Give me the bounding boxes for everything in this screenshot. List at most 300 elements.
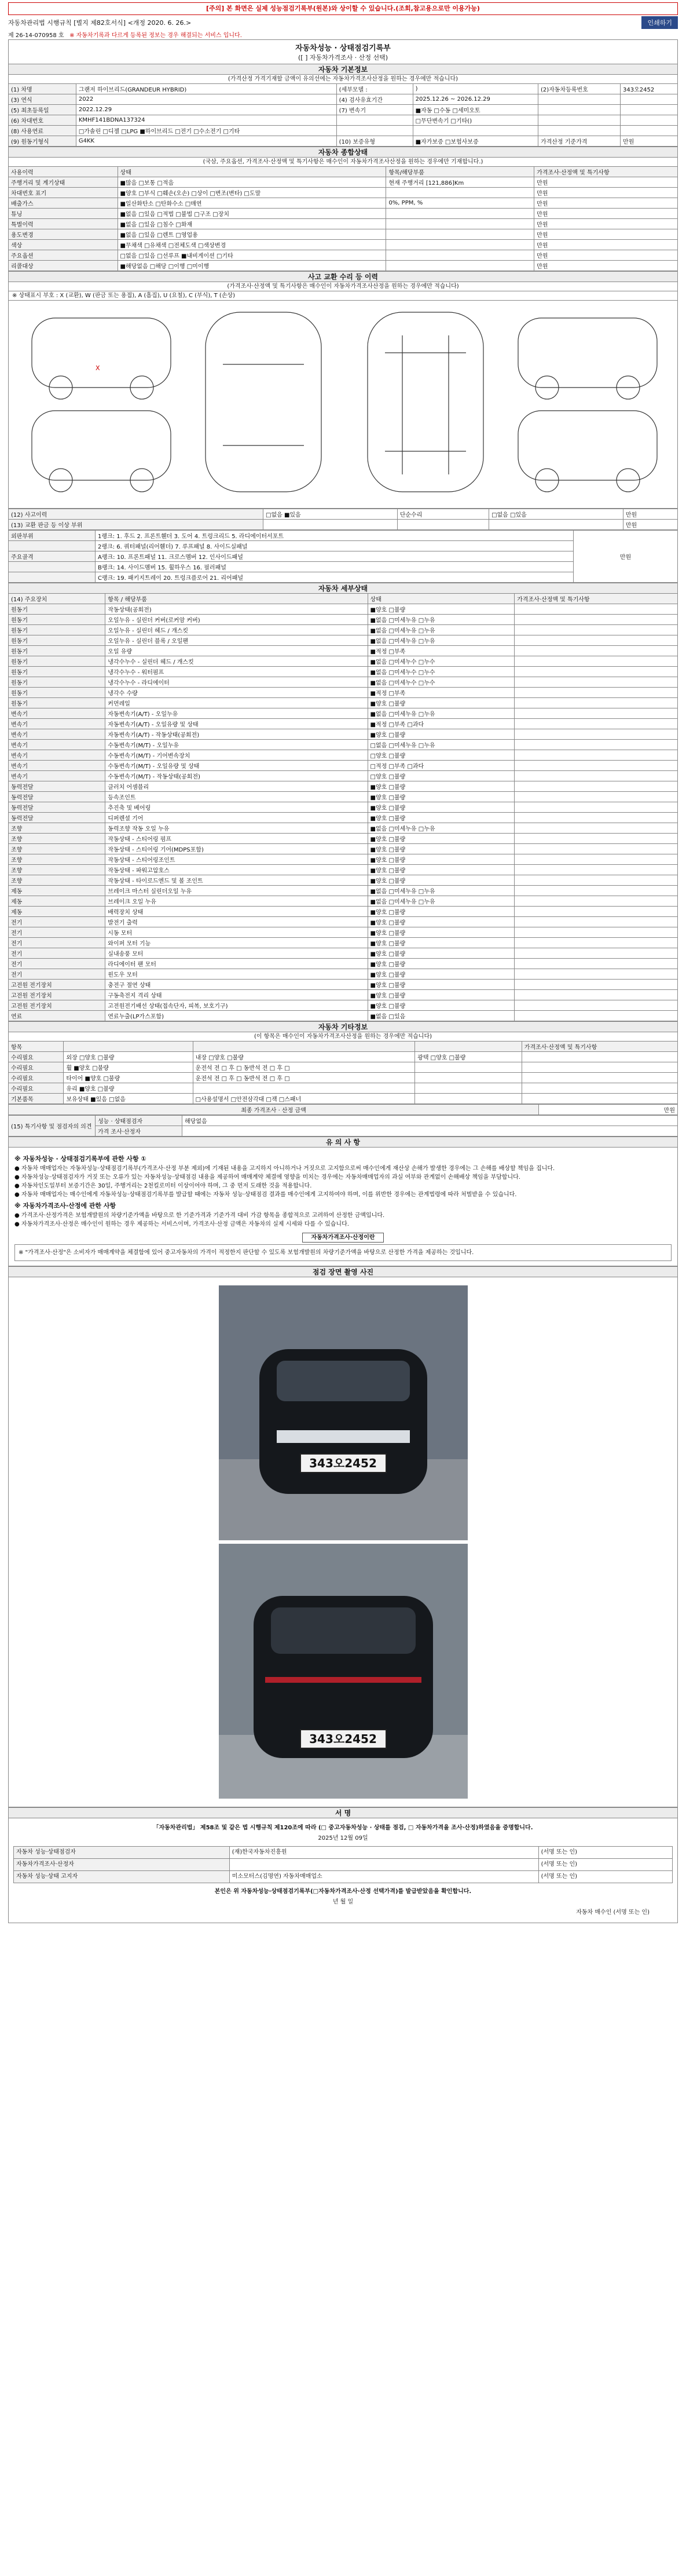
status-cell: 차대번호 표기 (9, 188, 118, 198)
precaution-h2: ※ 자동차가격조사·산정에 관한 사항 (14, 1202, 116, 1210)
doc-note: ※ 자동차기록과 다르게 등록된 정보는 경우 해결되는 서비스 입니다. (69, 32, 242, 39)
notice-banner: [주의] 본 화면은 실제 성능점검기록부(원본)와 상이할 수 있습니다.(조회,참고용으로만 이용가능) (8, 2, 678, 15)
status-cell: 튜닝 (9, 209, 118, 219)
status-cell: □없음 □있음 □선루프 ■내비게이션 □기타 (118, 250, 386, 261)
details-cell: 원동기 (9, 667, 105, 677)
table-row (9, 917, 678, 927)
details-cell: ■없음 □있음 (368, 1011, 515, 1021)
price-cell (415, 1094, 522, 1104)
details-cell (515, 698, 678, 708)
details-cell (515, 750, 678, 761)
basic-cell: (8) 사용연료 (9, 126, 76, 136)
details-cell: 조향 (9, 854, 105, 865)
accident-cell: 만원 (623, 509, 677, 520)
details-cell: 작동상태 - 스티어링 기어(MDPS포함) (105, 844, 368, 854)
table-row (9, 105, 678, 115)
details-cell: 변속기 (9, 719, 105, 729)
status-cell: ■없음 □있음 □렌트 □영업용 (118, 229, 386, 240)
table-row (9, 761, 678, 771)
details-cell: 원동기 (9, 656, 105, 667)
details-cell: 전기 (9, 938, 105, 948)
details-cell: 냉각수누수 - 라디에이터 (105, 677, 368, 688)
details-cell: ■양호 □불량 (368, 698, 515, 708)
table-row (9, 667, 678, 677)
details-cell: 조향 (9, 844, 105, 854)
details-cell (515, 980, 678, 990)
sign-cell (229, 1859, 538, 1871)
accident-cell: (13) 교환 판금 등 이상 부위 (9, 520, 263, 530)
status-cell: 만원 (534, 240, 678, 250)
details-cell: 변속기 (9, 708, 105, 719)
sign-cell: (서명 또는 인) (538, 1859, 672, 1871)
price-total-unit: 만원 (539, 1105, 678, 1115)
form-header (8, 15, 678, 30)
details-col-0: (14) 주요장치 (9, 594, 105, 604)
status-cell: 특별이력 (9, 219, 118, 229)
panel-table (8, 530, 678, 583)
table-row (9, 615, 678, 625)
table-row (9, 261, 678, 271)
price-cell (415, 1062, 522, 1073)
details-cell: 수동변속기(M/T) - 기어변속장치 (105, 750, 368, 761)
details-cell (515, 740, 678, 750)
car-rear-photo-svg (219, 1544, 468, 1799)
title-line2: ([ ] 자동차가격조사 · 산정 선택) (298, 54, 388, 61)
details-cell (515, 917, 678, 927)
details-cell (515, 646, 678, 656)
table-row (9, 886, 678, 896)
details-cell: 작동상태 - 스티어링조인트 (105, 854, 368, 865)
details-cell: ■없음 □미세누유 □누유 (368, 635, 515, 646)
details-cell: 라디에이터 팬 모터 (105, 959, 368, 969)
price-cell (522, 1083, 677, 1094)
price-cell: 운전석 전 □ 후 □ 동반석 전 □ 후 □ (193, 1073, 415, 1083)
table-row (9, 719, 678, 729)
table-row (9, 84, 678, 94)
price-cell (193, 1083, 415, 1094)
details-cell: 전기 (9, 948, 105, 959)
doc-number: 제 26-14-070958 호 (8, 32, 64, 39)
status-cell: ■무채색 □유채색 □전체도색 □색상변경 (118, 240, 386, 250)
status-cell: 현재 주행거리 [121,886]Km (386, 177, 534, 188)
details-cell: 디퍼렌셜 기어 (105, 813, 368, 823)
details-cell: 전기 (9, 917, 105, 927)
details-cell: ■양호 □불량 (368, 781, 515, 792)
sign-cell: 미소모터스(김명연) 자동차매매업소 (229, 1871, 538, 1883)
details-cell: 조향 (9, 875, 105, 886)
price-cell: 보유상태 ■있음 □없음 (64, 1094, 193, 1104)
status-cell: 만원 (534, 261, 678, 271)
special-table (8, 1115, 678, 1137)
details-cell: 동력조향 작동 오일 누유 (105, 823, 368, 834)
details-cell: 전기 (9, 927, 105, 938)
price-col-4: 가격조사·산정액 및 특기사항 (522, 1042, 677, 1052)
details-cell (515, 729, 678, 740)
details-cell: ■없음 □미세누유 □누유 (368, 886, 515, 896)
details-cell: □양호 □불량 (368, 750, 515, 761)
table-row (9, 1000, 678, 1011)
table-row (9, 1094, 678, 1104)
details-cell: □적정 □부족 □과다 (368, 761, 515, 771)
details-cell (515, 948, 678, 959)
basic-info-head: 자동차 기본정보 (8, 64, 678, 74)
details-cell: 동력전달 (9, 802, 105, 813)
car-side-left-2-outline (518, 318, 657, 388)
details-cell: 실내송풍 모터 (105, 948, 368, 959)
price-cell: 휠 ■양호 □불량 (64, 1062, 193, 1073)
details-cell: 동력전달 (9, 792, 105, 802)
table-row (9, 520, 678, 530)
price-total-label: 최종 가격조사 · 산정 금액 (9, 1105, 539, 1115)
details-cell: ■양호 □불량 (368, 854, 515, 865)
details-cell: 추진축 및 베어링 (105, 802, 368, 813)
details-cell: ■양호 □불량 (368, 802, 515, 813)
details-col-2: 상태 (368, 594, 515, 604)
panel-frame-a: A랭크: 10. 프론트패널 11. 크로스멤버 12. 인사이드패널 (96, 551, 574, 562)
price-cell: 광택 □양호 □불량 (415, 1052, 522, 1062)
price-table (8, 1041, 678, 1104)
special-label: (15) 특기사항 및 점검자의 의견 (9, 1116, 96, 1137)
table-row (9, 948, 678, 959)
basic-cell: 2025.12.26 ~ 2026.12.29 (413, 94, 538, 105)
details-cell: 조향 (9, 834, 105, 844)
price-col-3 (415, 1042, 522, 1052)
details-cell: 냉각수 수량 (105, 688, 368, 698)
details-cell: 원동기 (9, 698, 105, 708)
details-cell (515, 635, 678, 646)
price-cell: 수리필요 (9, 1052, 64, 1062)
details-cell: 변속기 (9, 761, 105, 771)
price-cell: 외장 □양호 □불량 (64, 1052, 193, 1062)
basic-cell: (2)자동차등록번호 (538, 84, 620, 94)
details-cell (515, 1011, 678, 1021)
details-cell: 냉각수누수 - 실린더 헤드 / 개스킷 (105, 656, 368, 667)
basic-cell: (9) 원동기형식 (9, 136, 76, 147)
details-cell: 시동 모터 (105, 927, 368, 938)
status-header-row (9, 167, 678, 177)
table-row (9, 865, 678, 875)
table-row (9, 136, 678, 147)
status-cell: ■없음 □있음 □침수 □화재 (118, 219, 386, 229)
details-cell: 제동 (9, 896, 105, 907)
details-cell: ■적정 □부족 (368, 688, 515, 698)
price-cell: 유리 ■양호 □불량 (64, 1083, 193, 1094)
basic-cell: (3) 연식 (9, 94, 76, 105)
accident-sub: (가격조사·산정액 및 특기사항은 매수인이 자동차가격조사산정을 원하는 경우에만 적습니다) (8, 282, 678, 291)
precaution-head: 유 의 사 항 (8, 1137, 678, 1147)
details-cell: ■양호 □불량 (368, 813, 515, 823)
table-row (9, 729, 678, 740)
details-cell: 원동기 (9, 625, 105, 635)
accident-cell: 단순수리 (397, 509, 489, 520)
table-row (9, 740, 678, 750)
details-cell: ■적정 □부족 □과다 (368, 719, 515, 729)
basic-cell (538, 94, 620, 105)
details-cell: 수동변속기(M/T) - 오일유량 및 상태 (105, 761, 368, 771)
details-cell: 전기 (9, 969, 105, 980)
sign-cell: (서명 또는 인) (538, 1847, 672, 1859)
status-head: 자동차 종합상태 (8, 147, 678, 157)
details-cell (515, 792, 678, 802)
status-col-1: 상태 (118, 167, 386, 177)
details-cell: 수동변속기(M/T) - 오일누유 (105, 740, 368, 750)
panel-price: 만원 (574, 531, 678, 583)
details-cell (515, 990, 678, 1000)
accident-cell: 만원 (623, 520, 677, 530)
price-sub: (이 항목은 매수인이 자동차가격조사산정을 원하는 경우에만 적습니다) (8, 1032, 678, 1041)
signature-section (8, 1818, 678, 1923)
details-cell (515, 708, 678, 719)
table-row (9, 240, 678, 250)
price-cell: 운전석 전 □ 후 □ 동반석 전 □ 후 □ (193, 1062, 415, 1073)
table-row (9, 625, 678, 635)
car-side-right-outline (32, 411, 171, 480)
details-col-3: 가격조사·산정액 및 특기사항 (515, 594, 678, 604)
status-cell: 만원 (534, 209, 678, 219)
price-total-table (8, 1104, 678, 1115)
table-row (9, 792, 678, 802)
signature-table (13, 1846, 673, 1883)
details-cell: 고전원 전기장치 (9, 980, 105, 990)
signature-head: 서 명 (8, 1807, 678, 1818)
table-row (9, 198, 678, 209)
price-cell: 타이어 ■양호 □불량 (64, 1073, 193, 1083)
details-cell: 조향 (9, 823, 105, 834)
details-cell: 브레이크 마스터 실린더오일 누유 (105, 886, 368, 896)
status-cell: ■없음 □있음 □적법 □불법 □구조 □장치 (118, 209, 386, 219)
accident-head: 사고 교환 수리 등 이력 (8, 271, 678, 282)
table-row (9, 907, 678, 917)
status-cell: 만원 (534, 198, 678, 209)
table-row (9, 990, 678, 1000)
table-row (9, 875, 678, 886)
basic-cell: (10) 보증유형 (336, 136, 413, 147)
price-cell (522, 1062, 677, 1073)
sign-cell: 자동차 성능·상태 고지자 (14, 1871, 230, 1883)
basic-cell: 2022.12.29 (76, 105, 336, 115)
details-cell (515, 844, 678, 854)
details-cell: ■없음 □미세누수 □누수 (368, 667, 515, 677)
precaution-p6: ● 자동차가격조사·산정은 매수인이 원하는 경우 제공하는 서비스이며, 가격조사·산정 금액은 자동차의 실제 시세와 다를 수 있습니다. (14, 1221, 349, 1227)
print-button[interactable]: 인쇄하기 (641, 16, 678, 29)
price-cell (522, 1052, 677, 1062)
basic-cell: ■자가보증 □보험사보증 (413, 136, 538, 147)
details-cell (515, 865, 678, 875)
details-cell: 작동상태 - 타이로드엔드 및 볼 조인트 (105, 875, 368, 886)
details-cell (515, 688, 678, 698)
car-diagram-svg (9, 301, 678, 509)
details-head: 자동차 세부상태 (8, 583, 678, 593)
details-cell: ■양호 □불량 (368, 1000, 515, 1011)
details-cell: 제동 (9, 907, 105, 917)
table-row (9, 1073, 678, 1083)
car-front-photo-svg (219, 1285, 468, 1540)
details-col-1: 항목 / 해당부품 (105, 594, 368, 604)
details-cell: 오일누유 - 실린더 블록 / 오일팬 (105, 635, 368, 646)
price-col-2 (193, 1042, 415, 1052)
status-cell (386, 261, 534, 271)
precaution-h1: ※ 자동차성능 · 상태점검기록부에 관한 사항 ① (14, 1155, 146, 1163)
precaution-p4: ● 자동차 매매업자는 매수인에게 자동차성능·상태점검기록부를 발급할 때에는 자동차 성능·상태점검 결과를 매수인에게 고지하여야 하며, 이를 위반한 경우에는 관계법령에 따라 처벌받을 수 있습니다. (14, 1192, 517, 1198)
details-cell: 자동변속기(A/T) - 오일유량 및 상태 (105, 719, 368, 729)
price-cell (415, 1083, 522, 1094)
inspection-photo-rear (219, 1544, 468, 1799)
plate-rear: 343오2452 (300, 1729, 387, 1749)
status-cell (386, 229, 534, 240)
details-cell (515, 625, 678, 635)
status-col-2: 항목/해당부품 (386, 167, 534, 177)
details-cell: 동력전달 (9, 813, 105, 823)
details-cell: ■적정 □부족 (368, 646, 515, 656)
status-cell: 만원 (534, 188, 678, 198)
basic-cell: (7) 변속기 (336, 105, 413, 115)
panel-frame-label: 주요골격 (9, 551, 96, 562)
doc-number-line (8, 30, 678, 39)
damage-mark-x-icon: X (96, 364, 100, 372)
price-cell (522, 1094, 677, 1104)
details-cell (515, 823, 678, 834)
panel-frame-b: B랭크: 14. 사이드멤버 15. 휠하우스 16. 필러패널 (96, 562, 574, 572)
status-cell: ■많음 □보통 □적음 (118, 177, 386, 188)
details-cell (515, 907, 678, 917)
details-cell: 변속기 (9, 740, 105, 750)
basic-cell: KMHF141BDNA137324 (76, 115, 336, 126)
table-row (14, 1871, 673, 1883)
table-row (14, 1847, 673, 1859)
basic-cell: (4) 검사유효기간 (336, 94, 413, 105)
title-line1: 자동차성능 · 상태점검기록부 (295, 44, 391, 53)
details-cell: 연료 (9, 1011, 105, 1021)
basic-cell (336, 115, 413, 126)
details-cell (515, 1000, 678, 1011)
details-cell: ■없음 □미세누유 □누유 (368, 625, 515, 635)
details-cell: 제동 (9, 886, 105, 896)
price-cell: 수리필요 (9, 1062, 64, 1073)
status-cell (386, 240, 534, 250)
details-cell: ■양호 □불량 (368, 948, 515, 959)
basic-cell: (6) 차대번호 (9, 115, 76, 126)
status-cell (386, 188, 534, 198)
signature-receipt: 본인은 위 자동차성능·상태점검기록부(□자동차가격조사·산정 선택가격)를 발급받았음을 확인합니다. (214, 1888, 472, 1895)
details-cell: 오일누유 - 실린더 커버(로커암 커버) (105, 615, 368, 625)
basic-cell: ■자동 □수동 □세미오토 (413, 105, 538, 115)
precaution-p3: ● 자동차인도일부터 보증기간은 30일, 주행거리는 2천킬로미터 이상이어야 하며, 그 중 먼저 도래한 것을 적용합니다. (14, 1183, 312, 1189)
details-cell: 자동변속기(A/T) - 작동상태(공회전) (105, 729, 368, 740)
details-cell (515, 771, 678, 781)
details-cell (515, 604, 678, 615)
basic-cell: (5) 최초등록일 (9, 105, 76, 115)
basic-cell (621, 126, 678, 136)
table-row (9, 750, 678, 761)
details-cell (515, 761, 678, 771)
signature-receipt-date: 년 월 일 (332, 1899, 354, 1905)
details-cell (515, 938, 678, 948)
basic-cell: □가솔린 □디젤 □LPG ■하이브리드 □전기 □수소전기 □기타 (76, 126, 336, 136)
car-side-left-outline (32, 318, 171, 388)
table-row (9, 229, 678, 240)
accident-cell: □없음 ■있음 (263, 509, 398, 520)
status-cell (386, 250, 534, 261)
details-cell (515, 959, 678, 969)
special-inspector-value: 해당없음 (182, 1116, 678, 1126)
table-row (9, 115, 678, 126)
details-cell: 원동기 (9, 688, 105, 698)
table-row (9, 219, 678, 229)
details-cell: 브레이크 오일 누유 (105, 896, 368, 907)
precaution-body (8, 1147, 678, 1266)
details-cell: 오일누유 - 실린더 헤드 / 개스킷 (105, 625, 368, 635)
table-row (9, 126, 678, 136)
document-title (8, 39, 678, 64)
details-cell: ■양호 □불량 (368, 865, 515, 875)
details-cell: 자동변속기(A/T) - 오일누유 (105, 708, 368, 719)
accident-cell: □없음 □있음 (489, 509, 623, 520)
basic-cell (538, 115, 620, 126)
details-cell: 조향 (9, 865, 105, 875)
details-cell: ■양호 □불량 (368, 927, 515, 938)
price-cell: 수리필요 (9, 1073, 64, 1083)
details-cell: 오일 유량 (105, 646, 368, 656)
details-cell: 발전기 출력 (105, 917, 368, 927)
table-row (9, 854, 678, 865)
signature-date: 2025년 12월 09일 (318, 1835, 368, 1841)
table-row (9, 209, 678, 219)
photo-section (8, 1277, 678, 1807)
status-cell: 용도변경 (9, 229, 118, 240)
status-cell: 0%, PPM, % (386, 198, 534, 209)
special-inspector-label: 성능 · 상태점검자 (96, 1116, 182, 1126)
details-cell: 클러치 어셈블리 (105, 781, 368, 792)
details-cell: ■양호 □불량 (368, 875, 515, 886)
details-cell (515, 813, 678, 823)
details-cell: 변속기 (9, 771, 105, 781)
details-cell: 동력전달 (9, 781, 105, 792)
sign-cell: (재)한국자동차진흥원 (229, 1847, 538, 1859)
details-cell: 원동기 (9, 677, 105, 688)
price-cell (415, 1073, 522, 1083)
details-cell: 등속조인트 (105, 792, 368, 802)
details-cell: ■양호 □불량 (368, 729, 515, 740)
details-cell (515, 969, 678, 980)
accident-cell (489, 520, 623, 530)
details-cell: 와이퍼 모터 기능 (105, 938, 368, 948)
sign-cell: 자동차가격조사·산정자 (14, 1859, 230, 1871)
status-cell: 주행거리 및 계기상태 (9, 177, 118, 188)
price-col-1 (64, 1042, 193, 1052)
details-cell: ■양호 □불량 (368, 792, 515, 802)
details-cell: 구동축전지 격리 상태 (105, 990, 368, 1000)
details-cell (515, 677, 678, 688)
details-cell (515, 615, 678, 625)
car-side-right-2-outline (518, 411, 657, 480)
table-row (9, 823, 678, 834)
signature-receiver: 자동차 매수인 (서명 또는 인) (576, 1909, 650, 1916)
plate-front: 343오2452 (300, 1453, 387, 1473)
status-cell: 만원 (534, 177, 678, 188)
price-cell: 기본품목 (9, 1094, 64, 1104)
table-row (9, 1011, 678, 1021)
details-cell (515, 854, 678, 865)
details-cell: ■양호 □불량 (368, 834, 515, 844)
table-row (9, 1052, 678, 1062)
basic-cell (538, 126, 620, 136)
table-row (9, 94, 678, 105)
details-header-row (9, 594, 678, 604)
details-cell: 작동상태(공회전) (105, 604, 368, 615)
details-cell: □없음 □미세누유 □누유 (368, 740, 515, 750)
table-row (9, 604, 678, 615)
table-row (9, 188, 678, 198)
